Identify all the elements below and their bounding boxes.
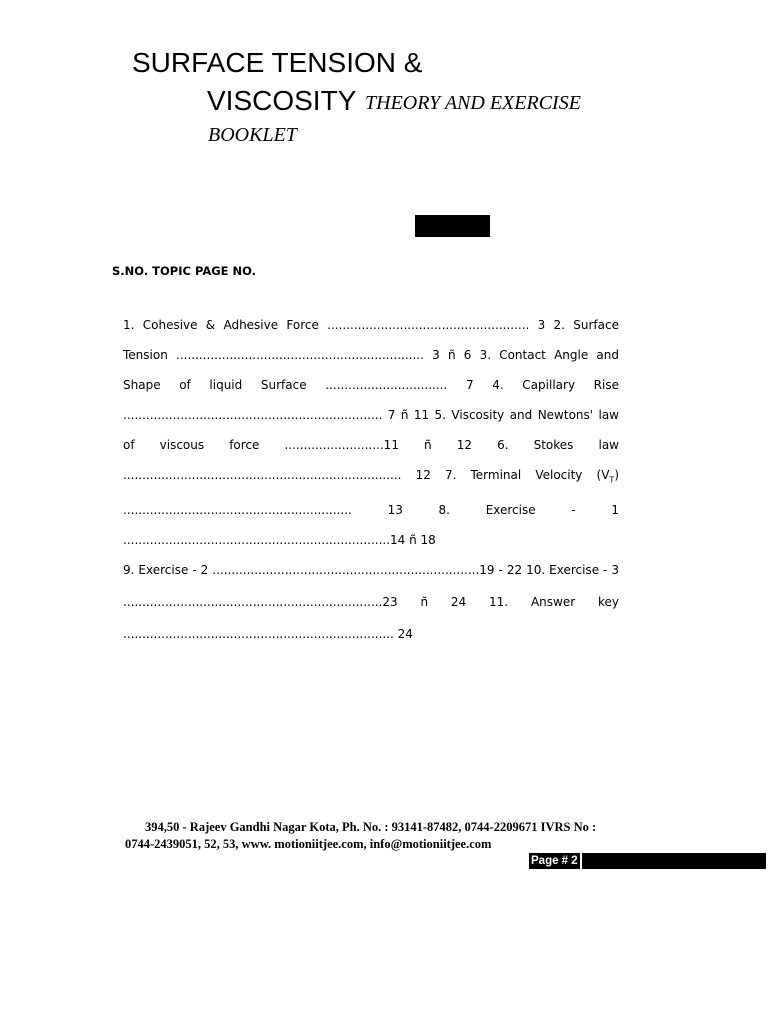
subtitle-line-1: THEORY AND EXERCISE: [365, 92, 581, 114]
page-number-badge: Page # 2: [531, 855, 578, 867]
toc-paragraph-1-end: ) ............................................................ 13 8. Exercise - 1 ......................................................................14 ñ 18: [123, 468, 619, 548]
footer-address-line-2: 0744-2439051, 52, 53, www. motioniitjee.com, info@motioniitjee.com: [125, 837, 492, 851]
footer-address-line-1: 394,50 - Rajeev Gandhi Nagar Kota, Ph. No. : 93141-87482, 0744-2209671 IVRS No :: [145, 820, 597, 834]
title-line-2: VISCOSITY: [207, 85, 357, 116]
vt-subscript: T: [609, 475, 615, 485]
redacted-block: [415, 215, 490, 237]
title-line-1: SURFACE TENSION &: [132, 47, 423, 78]
toc-paragraph-2: 9. Exercise - 2 ......................................................................19 - 22 10. Exercise - 3 ....................................................................23 ñ 24 11. Answer key ....................................................................... 24: [123, 563, 619, 641]
toc-header: S.NO. TOPIC PAGE NO.: [112, 264, 257, 278]
subtitle-line-2: BOOKLET: [208, 124, 297, 146]
toc-paragraph-1-text: 1. Cohesive & Adhesive Force ..................................................... 3 2. Surface Tension ................................................................. 3 ñ 6 3. Contact Angle and Shape of liquid Surface ................................ 7 4. Capillary Rise .................................................................... 7 ñ 11 5. Viscosity and Newtons' law of viscous force ..........................11 ñ 12 6. Stokes law ......................................................................... 12 7. Terminal Velocity (V: [123, 318, 619, 482]
footer-bar: [582, 853, 766, 869]
toc-paragraph-1: [123, 310, 619, 555]
